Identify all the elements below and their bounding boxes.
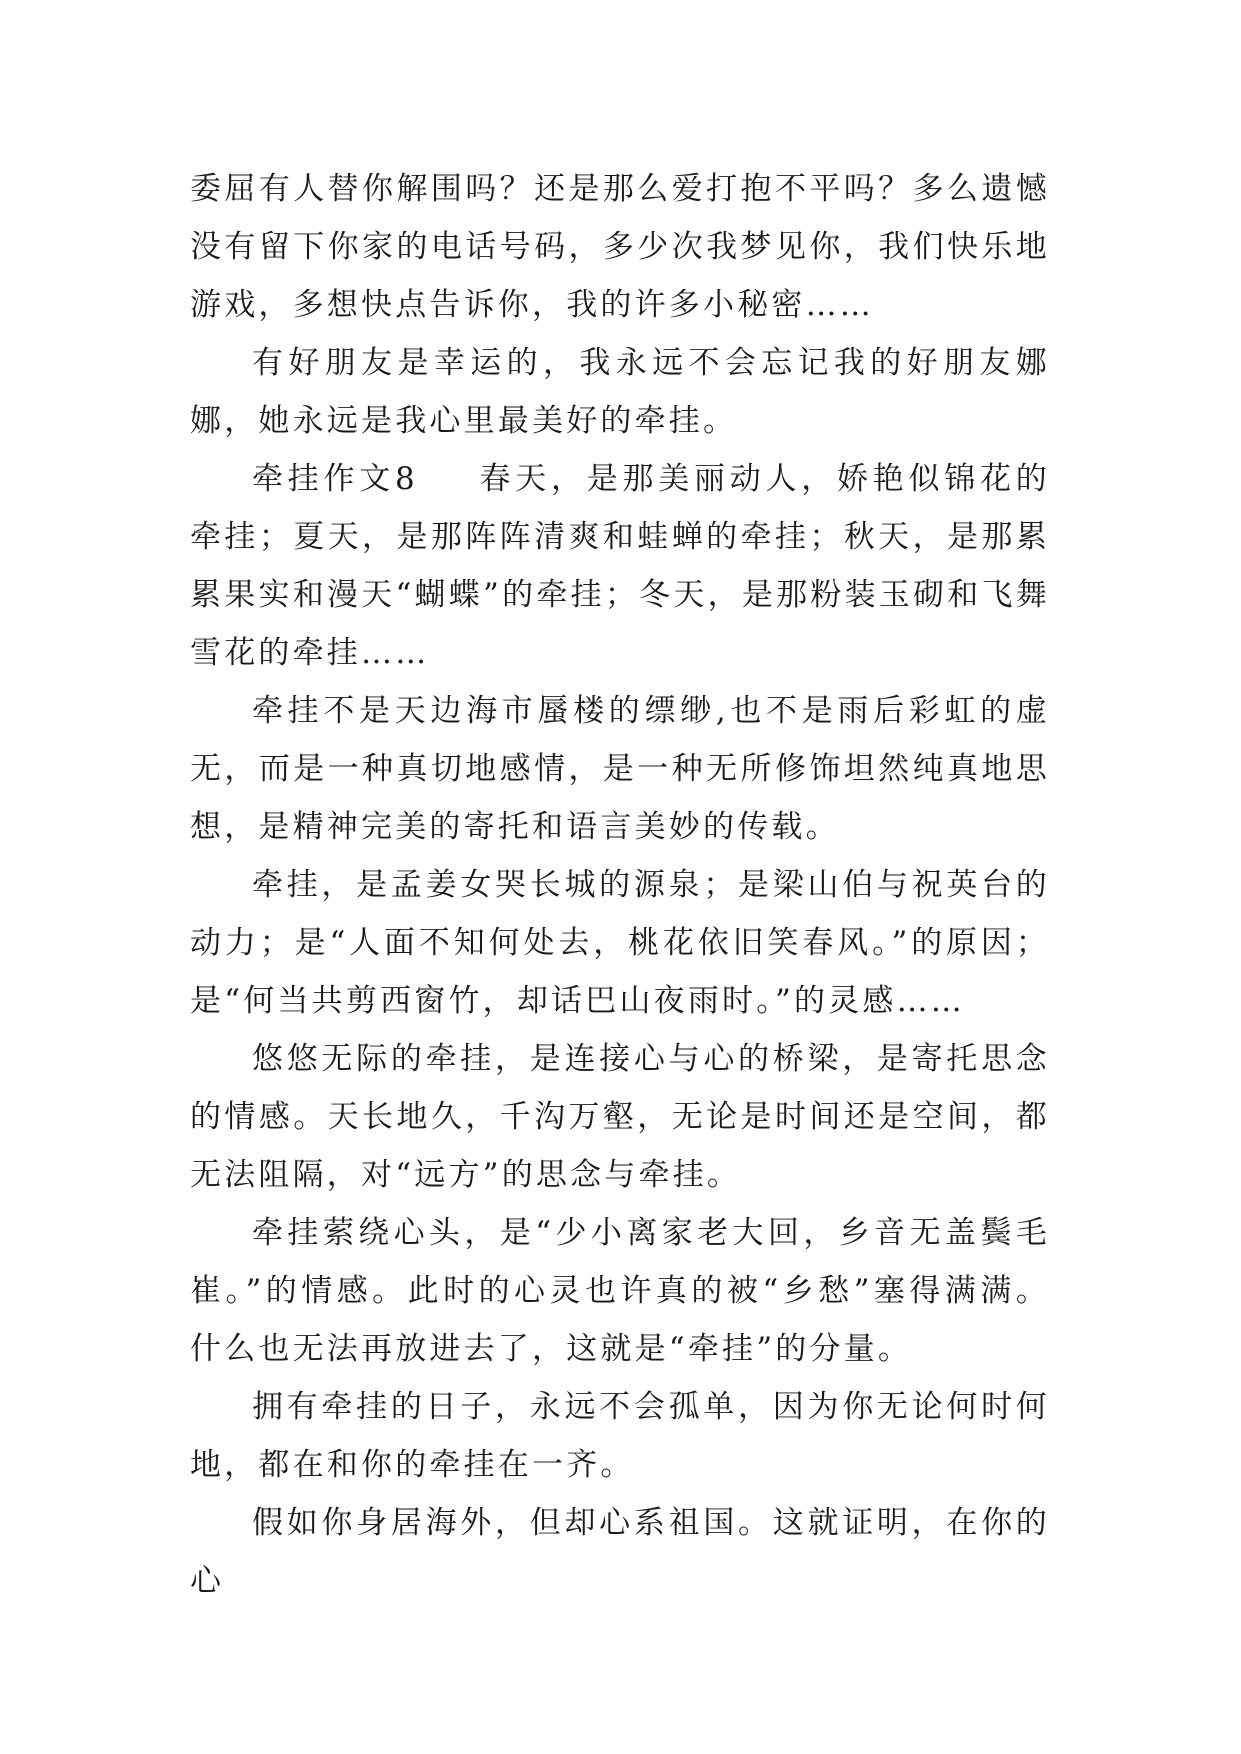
essay-heading: 牵挂作文8 (252, 461, 418, 497)
paragraph: 牵挂，是孟姜女哭长城的源泉；是梁山伯与祝英台的动力；是“人面不知何处去，桃花依旧笑春风。”的原因；是“何当共剪西窗竹，却话巴山夜雨时。”的灵感…… (190, 867, 1050, 1019)
paragraph-with-heading (190, 450, 1050, 682)
paragraph: 牵挂萦绕心头，是“少小离家老大回，乡音无盖鬓毛崔。”的情感。此时的心灵也许真的被“乡愁”塞得满满。什么也无法再放进去了，这就是“牵挂”的分量。 (190, 1215, 1050, 1367)
paragraph: 牵挂不是天边海市蜃楼的缥缈,也不是雨后彩虹的虚无，而是一种真切地感情，是一种无所修饰坦然纯真地思想，是精神完美的寄托和语言美妙的传载。 (190, 693, 1050, 845)
paragraph: 假如你身居海外，但却心系祖国。这就证明，在你的心 (190, 1505, 1050, 1599)
paragraph: 拥有牵挂的日子，永远不会孤单，因为你无论何时何地，都在和你的牵挂在一齐。 (190, 1389, 1050, 1483)
paragraph-text: 春天，是那美丽动人，娇艳似锦花的牵挂；夏天，是那阵阵清爽和蛙蝉的牵挂；秋天，是那累累果实和漫天“蝴蝶”的牵挂；冬天，是那粉装玉砌和飞舞雪花的牵挂…… (190, 461, 1050, 671)
paragraph: 委屈有人替你解围吗？还是那么爱打抱不平吗？多么遗憾没有留下你家的电话号码，多少次我梦见你，我们快乐地游戏，多想快点告诉你，我的许多小秘密…… (190, 171, 1050, 323)
paragraph: 有好朋友是幸运的，我永远不会忘记我的好朋友娜娜，她永远是我心里最美好的牵挂。 (190, 345, 1050, 439)
document-body (190, 160, 1050, 1610)
paragraph: 悠悠无际的牵挂，是连接心与心的桥梁，是寄托思念的情感。天长地久，千沟万壑，无论是时间还是空间，都无法阻隔，对“远方”的思念与牵挂。 (190, 1041, 1050, 1193)
